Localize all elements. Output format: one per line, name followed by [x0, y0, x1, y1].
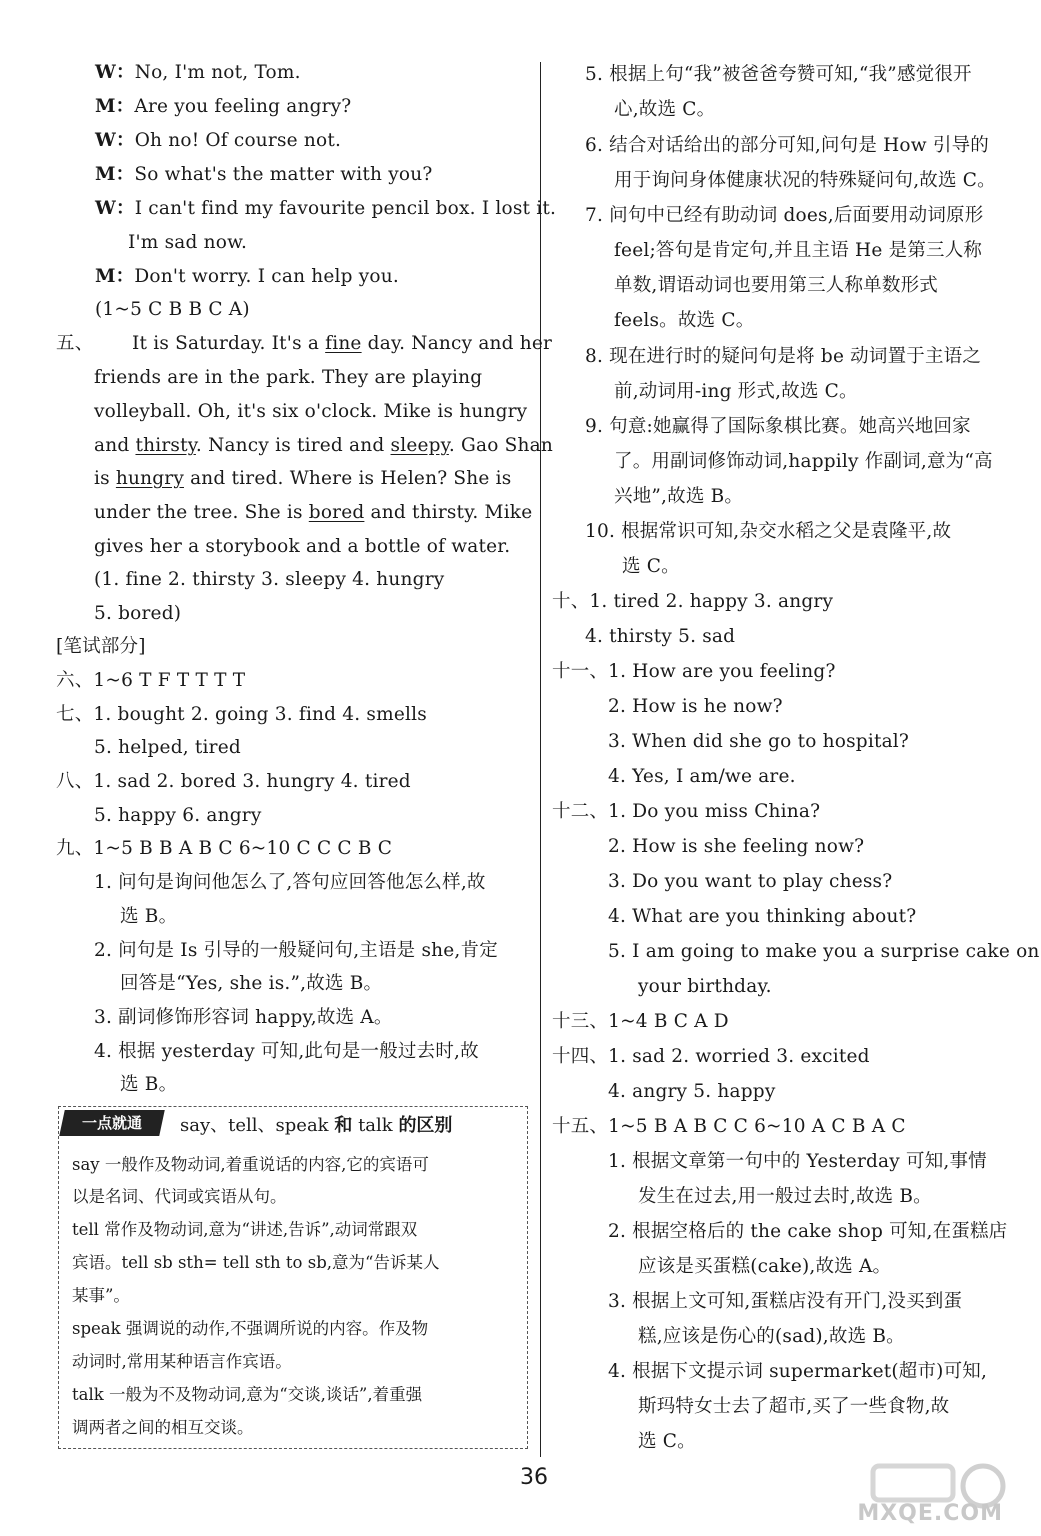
dialogue-line: W：Oh no! Of course not. — [95, 130, 342, 151]
answer-line: 十四、1. sad 2. worried 3. excited — [552, 1046, 870, 1067]
answer-line: 5. I am going to make you a surprise cake on — [608, 941, 1040, 962]
passage-line: and thirsty. Nancy is tired and sleepy. Gao Shan — [94, 435, 554, 456]
answer-line: 八、1. sad 2. bored 3. hungry 4. tired — [56, 771, 411, 792]
tip-line: 某事”。 — [72, 1286, 130, 1305]
explanation-line: 兴地”,故选 B。 — [614, 486, 744, 507]
explanation-line: feel;答句是肯定句,并且主语 He 是第三人称 — [614, 240, 983, 261]
tip-line: 以是名词、代词或宾语从句。 — [72, 1187, 287, 1206]
dialogue-line: I'm sad now. — [128, 232, 248, 253]
dialogue-line: M：So what's the matter with you? — [95, 164, 433, 185]
watermark-text: MXQE.COM — [857, 1501, 1003, 1526]
explanation-line: 3. 副词修饰形容词 happy,故选 A。 — [94, 1007, 393, 1028]
explanation-line: 了。用副词修饰动词,happily 作副词,意为“高 — [614, 451, 993, 472]
answer-line: (1~5 C B B C A) — [95, 299, 250, 320]
answer-line: 5. helped, tired — [94, 737, 241, 758]
watermark-logo — [853, 1460, 1023, 1530]
dialogue-line: M：Are you feeling angry? — [95, 96, 352, 117]
explanation-line: 回答是“Yes, she is.”,故选 B。 — [120, 973, 383, 994]
page-number: 36 — [520, 1465, 548, 1490]
answer-line: 5. happy 6. angry — [94, 805, 262, 826]
explanation-line: 3. 根据上文可知,蛋糕店没有开门,没买到蛋 — [608, 1291, 963, 1312]
tip-line: tell 常作及物动词,意为“讲述,告诉”,动词常跟双 — [72, 1220, 418, 1239]
explanation-line: 前,动词用-ing 形式,故选 C。 — [614, 381, 858, 402]
answer-line: 4. Yes, I am/we are. — [608, 766, 796, 787]
explanation-line: feels。故选 C。 — [614, 310, 755, 331]
passage-line: volleyball. Oh, it's six o'clock. Mike is hungry — [94, 401, 528, 422]
answer-line: 2. How is he now? — [608, 696, 783, 717]
answer-line: 九、1~5 B B A B C 6~10 C C C B C — [56, 838, 393, 859]
answer-line: your birthday. — [638, 976, 772, 997]
answer-line: 2. How is she feeling now? — [608, 836, 865, 857]
passage-line: It is Saturday. It's a fine day. Nancy and her — [132, 333, 553, 354]
explanation-line: 发生在过去,用一般过去时,故选 B。 — [638, 1186, 932, 1207]
explanation-line: 单数,谓语动词也要用第三人称单数形式 — [614, 275, 938, 296]
dialogue-line: W：No, I'm not, Tom. — [95, 62, 301, 83]
tip-line: talk 一般为不及物动词,意为“交谈,谈话”,着重强 — [72, 1385, 423, 1404]
tip-tag: 一点就通 — [59, 1110, 165, 1136]
explanation-line: 8. 现在进行时的疑问句是将 be 动词置于主语之 — [585, 346, 982, 367]
answer-line: 4. What are you thinking about? — [608, 906, 917, 927]
answer-line: 3. When did she go to hospital? — [608, 731, 910, 752]
explanation-line: 斯玛特女士去了超市,买了一些食物,故 — [638, 1396, 950, 1417]
answer-line: 十三、1~4 B C A D — [552, 1011, 729, 1032]
answer-line: 十一、1. How are you feeling? — [552, 661, 836, 682]
section-label: 五、 — [56, 333, 94, 354]
section-header: [笔试部分] — [56, 636, 146, 657]
explanation-line: 6. 结合对话给出的部分可知,问句是 How 引导的 — [585, 135, 989, 156]
explanation-line: 5. 根据上句“我”被爸爸夸赞可知,“我”感觉很开 — [585, 64, 972, 85]
explanation-line: 2. 根据空格后的 the cake shop 可知,在蛋糕店 — [608, 1221, 1008, 1242]
tip-title: say、tell、speak 和 talk 的区别 — [180, 1115, 453, 1136]
passage-line: friends are in the park. They are playing — [94, 367, 483, 388]
passage-line: is hungry and tired. Where is Helen? She is — [94, 468, 512, 489]
answer-line: 七、1. bought 2. going 3. find 4. smells — [56, 704, 427, 725]
answer-line: 十二、1. Do you miss China? — [552, 801, 821, 822]
explanation-line: 10. 根据常识可知,杂交水稻之父是袁隆平,故 — [585, 521, 952, 542]
answer-line: 十五、1~5 B A B C C 6~10 A C B A C — [552, 1116, 906, 1137]
explanation-line: 9. 句意:她赢得了国际象棋比赛。她高兴地回家 — [585, 416, 971, 437]
answer-line: (1. fine 2. thirsty 3. sleepy 4. hungry — [94, 569, 445, 590]
tip-line: 动词时,常用某种语言作宾语。 — [72, 1352, 292, 1371]
tip-line: 调两者之间的相互交谈。 — [72, 1418, 254, 1437]
tip-line: 宾语。tell sb sth= tell sth to sb,意为“告诉某人 — [72, 1253, 440, 1272]
explanation-line: 选 B。 — [120, 1074, 178, 1095]
explanation-line: 2. 问句是 Is 引导的一般疑问句,主语是 she,肯定 — [94, 940, 498, 961]
explanation-line: 选 C。 — [638, 1431, 696, 1452]
dialogue-line: M：Don't worry. I can help you. — [95, 266, 399, 287]
explanation-line: 用于询问身体健康状况的特殊疑问句,故选 C。 — [614, 170, 996, 191]
answer-line: 4. angry 5. happy — [608, 1081, 776, 1102]
explanation-line: 1. 问句是询问他怎么了,答句应回答他怎么样,故 — [94, 872, 486, 893]
answer-line: 5. bored) — [94, 603, 182, 624]
column-divider — [540, 62, 541, 1457]
explanation-line: 4. 根据下文提示词 supermarket(超市)可知, — [608, 1361, 988, 1382]
answer-line: 3. Do you want to play chess? — [608, 871, 893, 892]
answer-line: 六、1~6 T F T T T T — [56, 670, 246, 691]
explanation-line: 糕,应该是伤心的(sad),故选 B。 — [638, 1326, 905, 1347]
explanation-line: 选 B。 — [120, 906, 178, 927]
tip-line: speak 强调说的动作,不强调所说的内容。作及物 — [72, 1319, 429, 1338]
answer-line: 十、1. tired 2. happy 3. angry — [552, 591, 834, 612]
explanation-line: 1. 根据文章第一句中的 Yesterday 可知,事情 — [608, 1151, 987, 1172]
explanation-line: 4. 根据 yesterday 可知,此句是一般过去时,故 — [94, 1041, 479, 1062]
passage-line: gives her a storybook and a bottle of water. — [94, 536, 511, 557]
explanation-line: 选 C。 — [622, 556, 680, 577]
explanation-line: 7. 问句中已经有助动词 does,后面要用动词原形 — [585, 205, 984, 226]
passage-line: under the tree. She is bored and thirsty. Mike — [94, 502, 533, 523]
dialogue-line: W：I can't find my favourite pencil box. I lost it. — [95, 198, 557, 219]
explanation-line: 心,故选 C。 — [614, 99, 716, 120]
answer-line: 4. thirsty 5. sad — [585, 626, 736, 647]
explanation-line: 应该是买蛋糕(cake),故选 A。 — [638, 1256, 892, 1277]
tip-line: say 一般作及物动词,着重说话的内容,它的宾语可 — [72, 1155, 429, 1174]
